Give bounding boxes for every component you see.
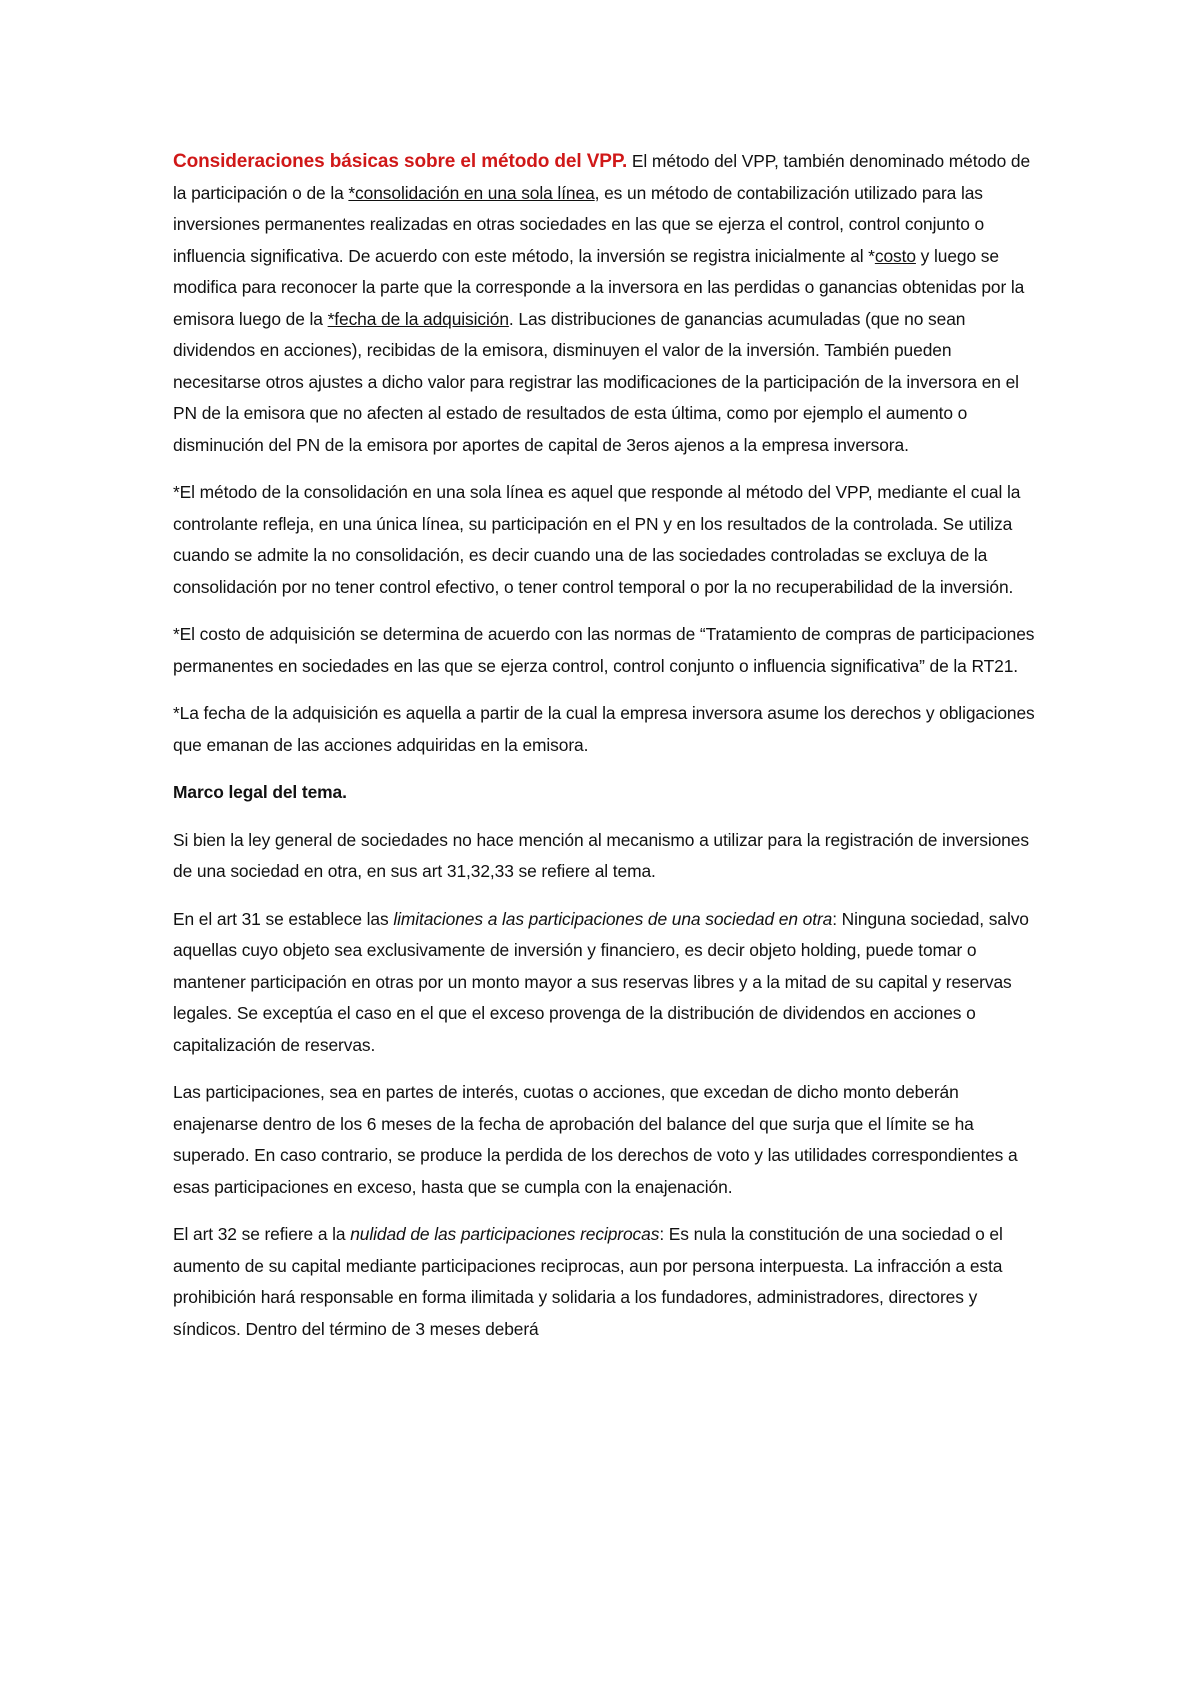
paragraph-ley-general: Si bien la ley general de sociedades no hace mención al mecanismo a utilizar para la registración de inversiones de una sociedad en otra, en sus art 31,32,33 se refiere al tema.	[173, 829, 1029, 881]
paragraph-vpp-intro: Consideraciones básicas sobre el método del VPP. El método del VPP, también denominado método de la participación o de la *consolidación en una sola línea, es un método de contabilización utilizado para las inversiones permanentes realizadas en otras sociedades en las que se ejerza el control, control conjunto o influencia significativa. De acuerdo con este método, la inversión se registra inicialmente al *costo y luego se modifica para reconocer la parte que la corresponde a la inversora en las perdidas o ganancias obtenidas por la emisora luego de la *fecha de la adquisición. Las distribuciones de ganancias acumuladas (que no sean dividendos en acciones), recibidas de la emisora, disminuyen el valor de la inversión. También pueden necesitarse otros ajustes a dicho valor para registrar las modificaciones de la participación de la inversora en el PN de la emisora que no afecten al estado de resultados de esta última, como por ejemplo el aumento o disminución del PN de la emisora por aportes de capital de 3eros ajenos a la empresa inversora.	[173, 151, 1031, 455]
emphasis-limitaciones: limitaciones a las participaciones de una sociedad en otra	[393, 908, 833, 929]
footnote-costo: *El costo de adquisición se determina de acuerdo con las normas de “Tratamiento de compras de participaciones permanentes en sociedades en las que se ejerza control, control conjunto o influencia significativa” de la RT21.	[173, 624, 1035, 676]
document-page	[173, 146, 1043, 1361]
paragraph-art-32: El art 32 se refiere a la nulidad de las participaciones reciprocas: Es nula la constitución de una sociedad o el aumento de su capital mediante participaciones reciprocas, aun por persona interpuesta. La infracción a esta prohibición hará responsable en forma ilimitada y solidaria a los fundadores, administradores, directores y síndicos. Dentro del término de 3 meses deberá	[173, 1224, 1003, 1339]
footnote-fecha: *La fecha de la adquisición es aquella a partir de la cual la empresa inversora asume los derechos y obligaciones que emanan de las acciones adquiridas en la emisora.	[173, 703, 1035, 755]
emphasis-nulidad: nulidad de las participaciones reciprocas	[350, 1224, 660, 1244]
paragraph-art-31: En el art 31 se establece las limitaciones a las participaciones de una sociedad en otra: Ninguna sociedad, salvo aquellas cuyo objeto sea exclusivamente de inversión y financiero, es decir objeto holding, puede tomar o mantener participación en otras por un monto mayor a sus reservas libres y a la mitad de su capital y reservas legales. Se exceptúa el caso en el que el exceso provenga de la distribución de dividendos en acciones o capitalización de reservas.	[173, 908, 1029, 1055]
reference-costo: costo	[874, 245, 916, 266]
section-title: Consideraciones básicas sobre el método del VPP	[173, 151, 623, 172]
paragraph-participaciones-exceso: Las participaciones, sea en partes de interés, cuotas o acciones, que excedan de dicho monto deberán enajenarse dentro de los 6 meses de la fecha de aprobación del balance del que surja que el límite se ha superado. En caso contrario, se produce la perdida de los derechos de voto y las utilidades correspondientes a esas participaciones en exceso, hasta que se cumpla con la enajenación.	[173, 1082, 1018, 1197]
section-heading-marco-legal: Marco legal del tema.	[173, 782, 347, 802]
footnote-consolidacion: *El método de la consolidación en una sola línea es aquel que responde al método del VPP, mediante el cual la controlante refleja, en una única línea, su participación en el PN y en los resultados de la controlada. Se utiliza cuando se admite la no consolidación, es decir cuando una de las sociedades controladas se excluya de la consolidación por no tener control efectivo, o tener control temporal o por la no recuperabilidad de la inversión.	[173, 482, 1021, 597]
reference-consolidacion: *consolidación en una sola línea	[348, 182, 595, 203]
reference-fecha-adquisicion: *fecha de la adquisición	[327, 308, 509, 329]
